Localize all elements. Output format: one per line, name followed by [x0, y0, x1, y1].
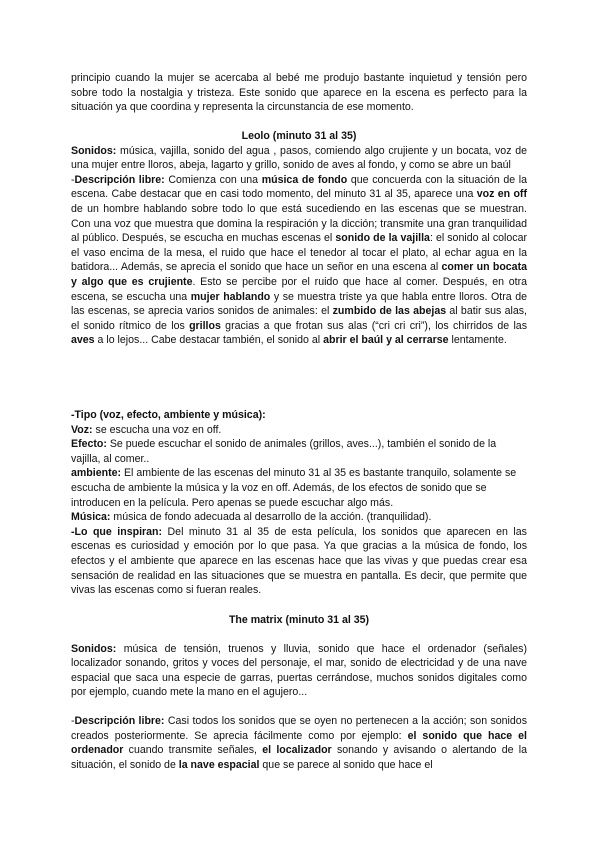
text: de un hombre hablando sobre todo lo que está sucediendo en las escenas que se muestran. Con una voz que muestra que domina la respiración y la dicción; transmite una gran tranquilidad al público. Después, se escucha en muchas escenas el [71, 202, 527, 245]
highlight: el sonido que hace el ordenador [71, 729, 527, 757]
matrix-sonidos-label: Sonidos: [71, 642, 117, 655]
text: que se parece al sonido que hace el [259, 758, 433, 771]
leolo-section [71, 129, 527, 348]
highlight: sonido de la vajilla [335, 232, 430, 245]
matrix-sonidos-text: música de tensión, truenos y lluvia, sonido que hace el ordenador (señales) localizador sonando, gritos y voces del personaje, el mar, sonido de electricidad y de una nave espacial que saca una especie de garras, puertas cerrándose, muchos sonidos digitales como por ejemplo, cuando mete la mano en el agujero... [71, 642, 527, 699]
voz-label: Voz: [71, 423, 93, 436]
matrix-title: The matrix (minuto 31 al 35) [228, 614, 370, 626]
text: al batir sus alas, el sonido rítmico de los [71, 305, 527, 332]
text: Casi todos los sonidos que se oyen no pertenecen a la acción; son sonidos creados posteriormente. Se aprecia fácilmente como por ejemplo: [71, 714, 527, 742]
musica-label: Música: [71, 511, 111, 524]
efecto-text: Se puede escuchar el sonido de animales (grillos, aves...), también el sonido de la vajilla, al comer.. [71, 438, 497, 465]
tipo-inspiran [71, 525, 527, 598]
matrix-sonidos [71, 642, 527, 700]
highlight: aves [71, 334, 95, 347]
leolo-sonidos [71, 144, 527, 173]
efecto-label: Efecto: [71, 438, 107, 451]
intro-section [71, 71, 527, 115]
text: que concuerda con la situación de la escena. Cabe destacar que en casi todo momento, del minuto 31 al 35, aparece una [71, 173, 528, 201]
descripcion-label: Descripción libre: [74, 173, 165, 186]
leolo-sonidos-label: Sonidos: [71, 144, 117, 157]
ambiente-text: El ambiente de las escenas del minuto 31 al 35 es bastante tranquilo, solamente se escucha de ambiente la música y la voz en off. Además, de los efectos de sonido que se introducen en la película. Pero apenas se puede escuchar algo más. [71, 467, 517, 509]
tipo-efecto [71, 437, 527, 466]
ambiente-label: ambiente: [71, 467, 122, 480]
tipo-ambiente [71, 466, 527, 510]
leolo-descripcion [71, 173, 527, 348]
text: Comienza con una [164, 173, 262, 186]
text: sonando y avisando o alertando de la situación, el sonido de [71, 744, 527, 771]
highlight: abrir el baúl y al cerrarse [323, 334, 449, 347]
matrix-descripcion [71, 714, 527, 772]
intro-paragraph: principio cuando la mujer se acercaba al bebé me produjo bastante inquietud y tensión pero sobre todo la nostalgia y tristeza. Este sonido que aparece en la escena es perfecto para la situación ya que coordina y representa la circunstancia de ese momento. [71, 72, 527, 114]
highlight: comer un bocata y algo que es crujiente [71, 261, 527, 288]
text: gracias a que frotan sus alas (“cri cri cri”), los chirridos de las [220, 319, 527, 332]
tipo-heading-text: -Tipo (voz, efecto, ambiente y música): [71, 409, 266, 421]
matrix-section [71, 613, 527, 772]
highlight: zumbido de las abejas [332, 305, 447, 318]
highlight: la nave espacial [178, 758, 260, 771]
tipo-musica [71, 510, 527, 525]
highlight: grillos [189, 319, 221, 332]
tipo-voz [71, 423, 527, 438]
tipo-heading [71, 408, 527, 423]
text: : el sonido al colocar el vaso encima de la mesa, el ruido que hace el tenedor al tocar el plato, al echar agua en la batidora... Además, se aprecia el sonido que hace un señor en una escena al [71, 232, 528, 274]
text: a lo lejos... Cabe destacar también, el sonido al [94, 334, 324, 347]
text: lentamente. [448, 334, 507, 347]
highlight: el localizador [262, 744, 332, 757]
descripcion-label: Descripción libre: [74, 714, 165, 727]
text: cuando transmite señales, [123, 744, 263, 757]
highlight: mujer hablando [190, 290, 271, 303]
highlight: voz en off [476, 188, 527, 201]
inspiran-text: Del minuto 31 al 35 de esta película, los sonidos que aparecen en las escenas es curiosidad y emoción por lo que pasa. Ya que gracias a la música de fondo, los efectos y el ambiente que aparece en las escenas hace que las vivas y que puedas crear esa sensación de realidad en las situaciones que se muestra en pantalla. Es decir, que permite que vivas las escenas como si fueran reales. [71, 525, 527, 597]
inspiran-label: -Lo que inspiran: [71, 525, 163, 538]
leolo-tipo-section [71, 408, 527, 598]
dash: - [71, 714, 75, 727]
dash: - [71, 173, 75, 186]
highlight: música de fondo [261, 173, 348, 186]
leolo-sonidos-text: música, vajilla, sonido del agua , pasos, comiendo algo crujiente y un bocata, voz de una mujer entre lloros, abeja, lagarto y grillo, sonido de aves al fondo, y como se abre un baúl [71, 144, 527, 172]
leolo-title: Leolo (minuto 31 al 35) [241, 130, 357, 142]
musica-text: música de fondo adecuada al desarrollo de la acción. (tranquilidad). [110, 511, 432, 524]
text: y se muestra triste ya que habla entre lloros. Otra de las escenas, se aprecia varios sonidos de animales: el [71, 290, 527, 318]
voz-text: se escucha una voz en off. [92, 423, 222, 436]
text: . Esto se percibe por el ruido que hace al comer. Después, en otra escena, se escucha una [71, 275, 527, 303]
